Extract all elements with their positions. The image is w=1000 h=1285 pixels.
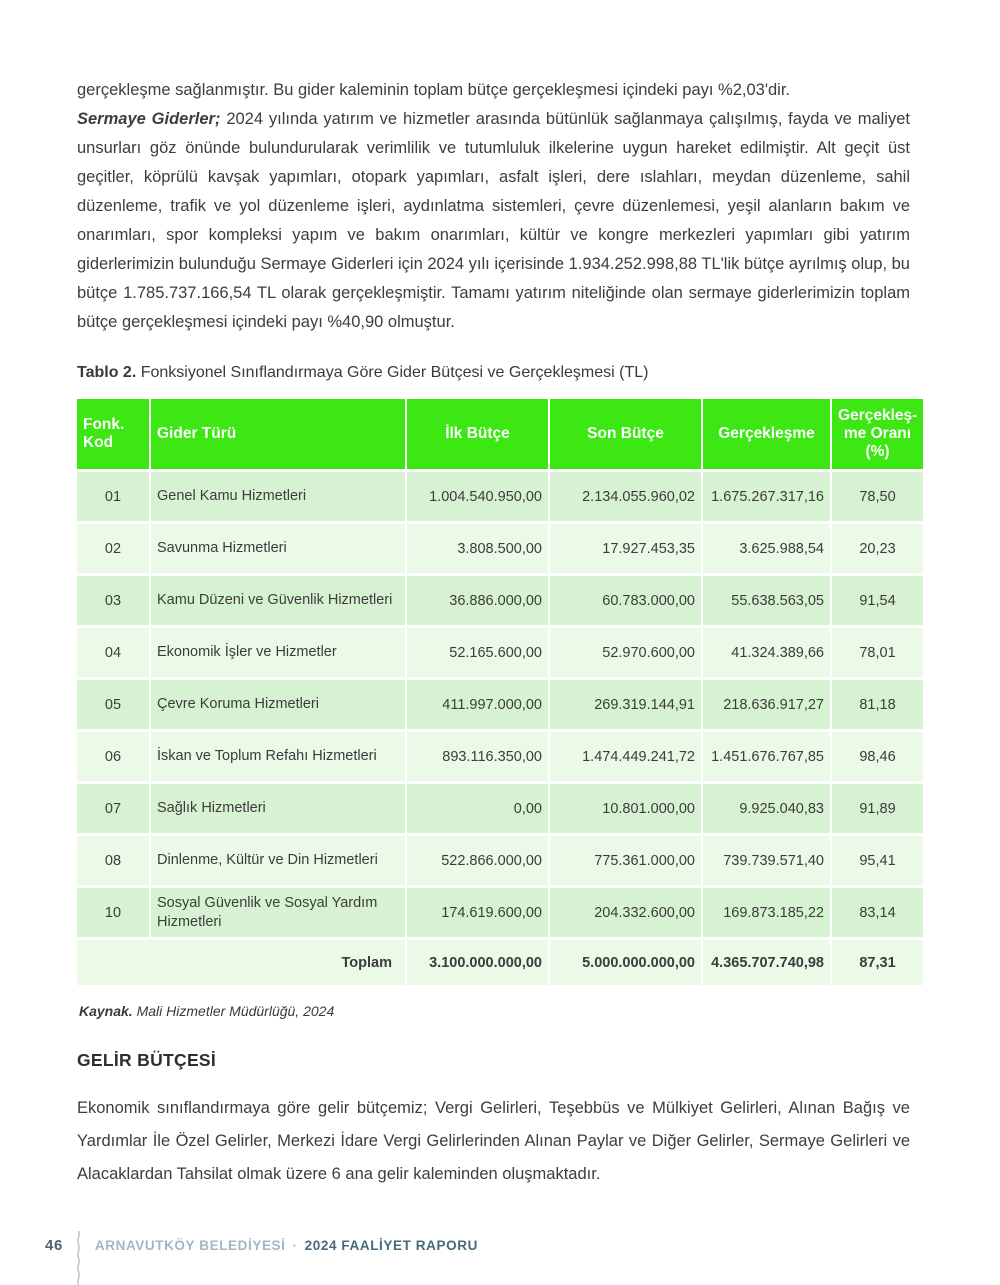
cell-son-butce: 52.970.600,00 bbox=[550, 628, 701, 677]
cell-ilk-butce: 36.886.000,00 bbox=[407, 576, 548, 625]
cell-gerceklesme: 218.636.917,27 bbox=[703, 680, 830, 729]
table-row bbox=[77, 472, 923, 521]
table-row bbox=[77, 680, 923, 729]
table-header-row bbox=[77, 399, 923, 469]
table-body bbox=[77, 472, 923, 985]
cell-kod: 06 bbox=[77, 732, 149, 781]
cell-son-butce: 17.927.453,35 bbox=[550, 524, 701, 573]
cell-gerceklesme: 1.675.267.317,16 bbox=[703, 472, 830, 521]
cell-son-butce: 204.332.600,00 bbox=[550, 888, 701, 937]
footer-organization: ARNAVUTKÖY BELEDİYESİ bbox=[94, 1238, 286, 1253]
cell-gerceklesme: 55.638.563,05 bbox=[703, 576, 830, 625]
footer-report-title: 2024 FAALİYET RAPORU bbox=[304, 1238, 478, 1253]
cell-gider-turu: Dinlenme, Kültür ve Din Hizmetleri bbox=[151, 836, 405, 885]
expense-table bbox=[75, 396, 925, 988]
cell-gerceklesme: 3.625.988,54 bbox=[703, 524, 830, 573]
table-title bbox=[77, 364, 910, 382]
cell-son-butce: 775.361.000,00 bbox=[550, 836, 701, 885]
cell-oran: 78,50 bbox=[832, 472, 923, 521]
intro-paragraph bbox=[77, 76, 910, 105]
table-header bbox=[77, 399, 923, 469]
cell-gerceklesme: 41.324.389,66 bbox=[703, 628, 830, 677]
cell-total-ilk-butce: 3.100.000.000,00 bbox=[407, 940, 548, 985]
cell-son-butce: 269.319.144,91 bbox=[550, 680, 701, 729]
cell-gider-turu: Savunma Hizmetleri bbox=[151, 524, 405, 573]
section-heading-gelir-butcesi: GELİR BÜTÇESİ bbox=[77, 1050, 217, 1070]
cell-oran: 95,41 bbox=[832, 836, 923, 885]
cell-gider-turu: Ekonomik İşler ve Hizmetler bbox=[151, 628, 405, 677]
table-title-label: Tablo 2. bbox=[77, 364, 137, 381]
table-title-text: Fonksiyonel Sınıflandırmaya Göre Gider Bütçesi ve Gerçekleşmesi (TL) bbox=[140, 364, 649, 381]
cell-gerceklesme: 169.873.185,22 bbox=[703, 888, 830, 937]
cell-oran: 83,14 bbox=[832, 888, 923, 937]
cell-son-butce: 10.801.000,00 bbox=[550, 784, 701, 833]
footer-separator: · bbox=[292, 1238, 298, 1253]
gelir-paragraph: Ekonomik sınıflandırmaya göre gelir bütçemiz; Vergi Gelirleri, Teşebbüs ve Mülkiyet Gelirleri, Alınan Bağış ve Yardımlar İle Özel Gelirler, Merkezi İdare Vergi Gelirlerinden Alınan Paylar ve Diğer Gelirler, Sermaye Gelirleri ve Alacaklardan Tahsilat olmak üzere 6 ana gelir kaleminden oluşmaktadır. bbox=[77, 1099, 910, 1183]
cell-kod: 04 bbox=[77, 628, 149, 677]
table-total-row bbox=[77, 940, 923, 985]
col-header-ilk-butce: İlk Bütçe bbox=[407, 399, 548, 469]
sermaye-lead: Sermaye Giderler; bbox=[77, 110, 221, 128]
col-header-fonk-kod: Fonk. Kod bbox=[77, 399, 149, 469]
cell-gider-turu: Sosyal Güvenlik ve Sosyal Yardım Hizmetleri bbox=[151, 888, 405, 937]
cell-son-butce: 1.474.449.241,72 bbox=[550, 732, 701, 781]
cell-oran: 91,54 bbox=[832, 576, 923, 625]
table-row bbox=[77, 836, 923, 885]
table-row bbox=[77, 784, 923, 833]
cell-oran: 78,01 bbox=[832, 628, 923, 677]
source-note bbox=[79, 1003, 910, 1019]
page-footer bbox=[45, 1237, 478, 1254]
cell-total-son-butce: 5.000.000.000,00 bbox=[550, 940, 701, 985]
cell-oran: 91,89 bbox=[832, 784, 923, 833]
cell-gider-turu: İskan ve Toplum Refahı Hizmetleri bbox=[151, 732, 405, 781]
cell-ilk-butce: 52.165.600,00 bbox=[407, 628, 548, 677]
cell-total-gerceklesme: 4.365.707.740,98 bbox=[703, 940, 830, 985]
cell-oran: 98,46 bbox=[832, 732, 923, 781]
intro-text: gerçekleşme sağlanmıştır. Bu gider kaleminin toplam bütçe gerçekleşmesi içindeki payı %2,03'dir. bbox=[77, 81, 790, 99]
col-header-gider-turu: Gider Türü bbox=[151, 399, 405, 469]
cell-gider-turu: Sağlık Hizmetleri bbox=[151, 784, 405, 833]
cell-son-butce: 60.783.000,00 bbox=[550, 576, 701, 625]
cell-gider-turu: Çevre Koruma Hizmetleri bbox=[151, 680, 405, 729]
cell-ilk-butce: 1.004.540.950,00 bbox=[407, 472, 548, 521]
table-row bbox=[77, 576, 923, 625]
cell-oran: 81,18 bbox=[832, 680, 923, 729]
cell-gider-turu: Kamu Düzeni ve Güvenlik Hizmetleri bbox=[151, 576, 405, 625]
page-number: 46 bbox=[45, 1237, 63, 1254]
cell-ilk-butce: 522.866.000,00 bbox=[407, 836, 548, 885]
cell-kod: 05 bbox=[77, 680, 149, 729]
cell-gerceklesme: 1.451.676.767,85 bbox=[703, 732, 830, 781]
cell-kod: 02 bbox=[77, 524, 149, 573]
cell-gerceklesme: 9.925.040,83 bbox=[703, 784, 830, 833]
cell-ilk-butce: 411.997.000,00 bbox=[407, 680, 548, 729]
col-header-gerceklesme-orani: Gerçekleş-me Oranı (%) bbox=[832, 399, 923, 469]
cell-ilk-butce: 893.116.350,00 bbox=[407, 732, 548, 781]
cell-gider-turu: Genel Kamu Hizmetleri bbox=[151, 472, 405, 521]
wavy-line-icon bbox=[74, 1231, 83, 1285]
source-label: Kaynak. bbox=[79, 1003, 133, 1019]
cell-ilk-butce: 3.808.500,00 bbox=[407, 524, 548, 573]
cell-kod: 08 bbox=[77, 836, 149, 885]
cell-kod: 01 bbox=[77, 472, 149, 521]
cell-gerceklesme: 739.739.571,40 bbox=[703, 836, 830, 885]
cell-total-label: Toplam bbox=[77, 940, 405, 985]
sermaye-body-text: 2024 yılında yatırım ve hizmetler arasında bütünlük sağlanmaya çalışılmış, fayda ve maliyet unsurları göz önünde bulundurularak verimlilik ve tutumluluk ilkelerine uygun hareket edilmiştir. Alt geçit üst geçitler, köprülü kavşak yapımları, otopark yapımları, asfalt işleri, dere ıslahları, meydan düzenleme, sahil düzenleme, trafik ve yol düzenleme işleri, aydınlatma sistemleri, çevre düzenlemesi, yeşil alanların bakım ve onarımları, spor kompleksi yapım ve bakım onarımları, kültür ve kongre merkezleri yapımları gibi yatırım giderlerimizin bulunduğu Sermaye Giderleri için 2024 yılı içerisinde 1.934.252.998,88 TL'lik bütçe ayrılmış olup, bu bütçe 1.785.737.166,54 TL olarak gerçekleşmiştir. Tamamı yatırım niteliğinde olan sermaye giderlerimizin toplam bütçe gerçekleşmesi içindeki payı %40,90 olmuştur. bbox=[77, 110, 910, 331]
cell-ilk-butce: 174.619.600,00 bbox=[407, 888, 548, 937]
sermaye-paragraph bbox=[77, 105, 910, 337]
cell-kod: 07 bbox=[77, 784, 149, 833]
cell-kod: 03 bbox=[77, 576, 149, 625]
cell-ilk-butce: 0,00 bbox=[407, 784, 548, 833]
cell-son-butce: 2.134.055.960,02 bbox=[550, 472, 701, 521]
col-header-son-butce: Son Bütçe bbox=[550, 399, 701, 469]
cell-kod: 10 bbox=[77, 888, 149, 937]
cell-total-oran: 87,31 bbox=[832, 940, 923, 985]
table-row bbox=[77, 888, 923, 937]
table-row bbox=[77, 628, 923, 677]
cell-oran: 20,23 bbox=[832, 524, 923, 573]
table-row bbox=[77, 732, 923, 781]
col-header-gerceklesme: Gerçekleşme bbox=[703, 399, 830, 469]
table-row bbox=[77, 524, 923, 573]
source-text: Mali Hizmetler Müdürlüğü, 2024 bbox=[136, 1003, 335, 1019]
